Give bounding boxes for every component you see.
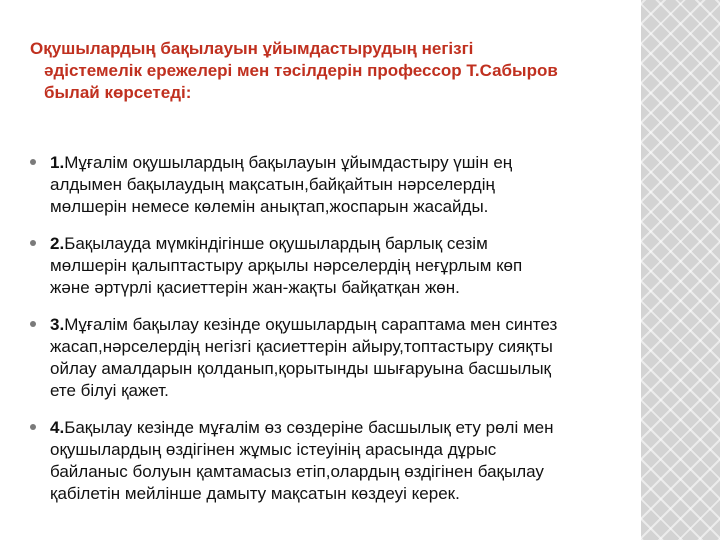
heading-line: былай көрсетеді: — [44, 83, 192, 102]
item-line — [50, 417, 630, 439]
item-line — [50, 152, 630, 174]
item-line: мөлшерін қалыптастыру арқылы нәрселердің неғұрлым көп — [50, 256, 523, 275]
bullet-dot-icon — [30, 159, 36, 165]
item-line: алдымен бақылаудың мақсатын,байқайтын нәрселердің — [50, 175, 495, 194]
item-text: Бақылау кезінде мұғалім өз сөздеріне басшылық ету рөлі мен — [64, 418, 554, 437]
item-line: ойлау амалдарын қолданып,қорытынды шығаруына басшылық — [50, 359, 551, 378]
item-line: жасап,нәрселердің негізгі қасиеттерін айыру,топтастыру сияқты — [50, 337, 553, 356]
bullet-list — [30, 152, 630, 505]
item-line — [50, 314, 630, 336]
list-item — [30, 152, 630, 218]
list-item — [30, 233, 630, 299]
item-line — [50, 233, 630, 255]
item-text: Мұғалім бақылау кезінде оқушылардың сараптама мен синтез — [64, 315, 558, 334]
bullet-dot-icon — [30, 424, 36, 430]
bullet-dot-icon — [30, 321, 36, 327]
item-number: 3. — [50, 315, 65, 334]
item-line: және әртүрлі қасиеттерін жан-жақты байқатқан жөн. — [50, 278, 460, 297]
bullet-dot-icon — [30, 240, 36, 246]
slide-heading — [30, 38, 630, 104]
heading-line: Оқушылардың бақылауын ұйымдастырудың негізгі — [30, 39, 474, 58]
item-line: оқушылардың өздігінен жұмыс істеуінің арасында дұрыс — [50, 440, 497, 459]
decorative-side-band — [641, 0, 720, 540]
item-line: мөлшерін немесе көлемін анықтап,жоспарын жасайды. — [50, 197, 489, 216]
list-item — [30, 417, 630, 505]
slide-content — [30, 38, 630, 520]
item-number: 1. — [50, 153, 65, 172]
item-line: қабілетін мейлінше дамыту мақсатын көздеуі керек. — [50, 484, 460, 503]
item-number: 2. — [50, 234, 65, 253]
item-line: ете білуі қажет. — [50, 381, 169, 400]
item-line: байланыс болуын қамтамасыз етіп,олардың өздігінен бақылау — [50, 462, 544, 481]
item-text: Мұғалім оқушылардың бақылауын ұйымдастыру үшін ең — [64, 153, 513, 172]
heading-line: әдістемелік ережелері мен тәсілдерін профессор Т.Сабыров — [44, 61, 558, 80]
item-text: Бақылауда мүмкіндігінше оқушылардың барлық сезім — [64, 234, 488, 253]
item-number: 4. — [50, 418, 65, 437]
list-item — [30, 314, 630, 402]
